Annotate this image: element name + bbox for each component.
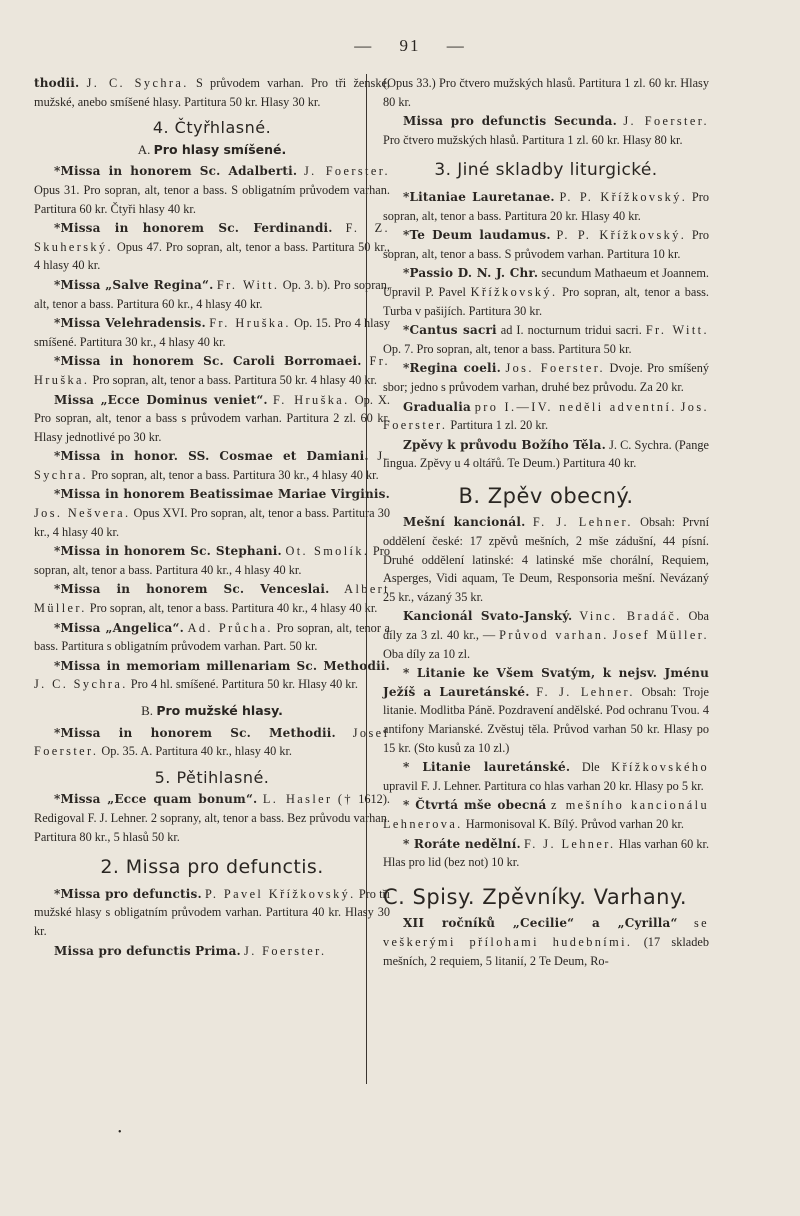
subsection-heading: A. Pro hlasy smíšené.: [137, 141, 287, 157]
catalog-entry: *Missa in honor. SS. Cosmae et Damiani. J. Sychra. Pro sopran, alt, tenor a bass. Partitura 30 kr., 4 hlasy 40 kr.: [34, 449, 391, 482]
catalog-entry: Kancionál Svato-Janský. Vinc. Bradáč. Oba díly za 3 zl. 40 kr., — Průvod varhan. Josef Müller. Oba díly za 10 zl.: [383, 609, 709, 661]
catalog-entry: * Roráte nedělní. F. J. Lehner. Hlas varhan 60 kr. Hlas pro lid (bez not) 10 kr.: [383, 836, 710, 870]
catalog-entry: *Missa pro defunctis. P. Pavel Křížkovský. Pro tři mužské hlasy s obligatním průvodem varhan. Partitura 40 kr. Hlasy 30 kr.: [34, 886, 391, 938]
catalog-entry: thodii. J. C. Sychra. S průvodem varhan. Pro tři ženské, mužské, anebo smíšené hlasy. Partitura 50 kr. Hlasy 30 kr.: [34, 76, 391, 109]
section-heading: B. Zpěv obecný.: [458, 483, 634, 508]
section-heading: 2. Missa pro defunctis.: [100, 856, 324, 879]
section-heading: 5. Pětihlasné.: [154, 767, 270, 787]
catalog-entry: Missa „Ecce Dominus veniet“. F. Hruška. Op. X. Pro sopran, alt, tenor a bass s průvodem varhan. Partitura 2 zl. 60 kr. Hlasy jednotlivé po 30 kr.: [34, 392, 390, 444]
catalog-entry: *Litaniae Lauretanae. P. P. Křížkovský. Pro sopran, alt, tenor a bass. Partitura 20 kr. Hlasy 40 kr.: [383, 189, 710, 223]
catalog-entry: Missa pro defunctis Prima. J. Foerster.: [54, 943, 327, 958]
catalog-entry: XII ročníků „Cecilie“ a „Cyrilla“ se veškerými přílohami hudebními. (17 skladeb mešních, 2 requiem, 5 litanií, 2 Te Deum, Ro-: [383, 916, 709, 968]
catalog-entry: *Missa in honorem Beatissimae Mariae Virginis. Jos. Nešvera. Opus XVI. Pro sopran, alt, tenor a bass. Partitura 30 kr., 4 hlasy 40 kr.: [34, 487, 390, 539]
catalog-entry: Zpěvy k průvodu Božího Těla. J. C. Sychra. (Pange lingua. Zpěvy u 4 oltářů. Te Deum.) Partitura 40 kr.: [383, 437, 709, 471]
catalog-entry: *Missa „Ecce quam bonum“. L. Hasler († 1612). Redigoval F. J. Lehner. 2 soprany, alt, tenor a bass. Bez průvodu varhan. Partitura 80 kr., 5 hlasů 50 kr.: [34, 792, 390, 844]
catalog-entry: *Missa in honorem Sc. Caroli Borromaei. Fr. Hruška. Pro sopran, alt, tenor a bass. Partitura 50 kr. 4 hlasy 40 kr.: [34, 354, 391, 387]
catalog-entry: *Missa in honorem Sc. Stephani. Ot. Smolík. Pro sopran, alt, tenor a bass. Partitura 40 kr., 4 hlasy 40 kr.: [34, 544, 390, 577]
catalog-entry: * Litanie ke Všem Svatým, k nejsv. Jménu Ježíš a Lauretánské. F. J. Lehner. Obsah: Troje litanie. Modlitba Páně. Pozdravení andělské. Pod ochranu Tvou. 4 antifony Marianské. Zvěstuj těla. Průvod varhan 50 kr. Hlasy po 15 kr. (Sto kusů za 10 zl.): [383, 666, 710, 755]
catalog-entry: *Missa Velehradensis. Fr. Hruška. Op. 15. Pro 4 hlasy smíšené. Partitura 30 kr., 4 hlasy 40 kr.: [34, 316, 390, 349]
catalog-entry: *Te Deum laudamus. P. P. Křížkovský. Pro sopran, alt, tenor a bass. S průvodem varhan. Partitura 10 kr.: [383, 228, 710, 261]
right-column: [383, 74, 709, 971]
catalog-entry: * Litanie lauretánské. Dle Křížkovského upravil F. J. Lehner. Partitura co hlas varhan 20 kr. Hlasy po 5 kr.: [383, 760, 709, 793]
ink-speck: •: [118, 1127, 122, 1138]
section-heading: C. Spisy. Zpěvníky. Varhany.: [383, 884, 688, 909]
catalog-entry: *Missa in honorem Sc. Adalberti. J. Foerster. Opus 31. Pro sopran, alt, tenor a bass. S obligatním průvodem varhan. Partitura 60 kr. Čtyři hlasy 40 kr.: [34, 164, 390, 216]
catalog-entry: * Čtvrtá mše obecná z mešního kancionálu Lehnerova. Harmonisoval K. Bílý. Průvod varhan 20 kr.: [383, 798, 709, 831]
catalog-entry: *Missa in memoriam millenariam Sc. Methodii. J. C. Sychra. Pro 4 hl. smíšené. Partitura 50 kr. Hlasy 40 kr.: [34, 658, 390, 692]
catalog-entry: *Cantus sacri ad I. nocturnum tridui sacri. Fr. Witt. Op. 7. Pro sopran, alt, tenor a bass. Partitura 50 kr.: [383, 323, 709, 356]
catalog-entry: *Missa „Angelica“. Ad. Průcha. Pro sopran, alt, tenor a bass. Partitura s obligatním průvodem varhan. Part. 50 kr.: [34, 620, 390, 654]
left-column: [34, 74, 390, 961]
catalog-entry: Gradualia pro I.—IV. neděli adventní. Jos. Foerster. Partitura 1 zl. 20 kr.: [383, 399, 709, 433]
page-number: — 91 —: [354, 36, 466, 55]
catalog-entry: *Missa in honorem Sc. Venceslai. Albert Müller. Pro sopran, alt, tenor a bass. Partitura 40 kr., 4 hlasy 40 kr.: [34, 582, 390, 616]
section-heading: 3. Jiné skladby liturgické.: [434, 160, 658, 181]
section-heading: 4. Čtyřhlasné.: [152, 118, 272, 138]
catalog-entry: *Missa in honorem Sc. Methodii. Josef Foerster. Op. 35. A. Partitura 40 kr., hlasy 40 kr.: [34, 725, 390, 759]
catalog-entry: *Regina coeli. Jos. Foerster. Dvoje. Pro smíšený sbor; jedno s průvodem varhan, druhé bez průvodu. Za 20 kr.: [383, 361, 709, 394]
catalog-entry: *Missa „Salve Regina“. Fr. Witt. Op. 3. b). Pro sopran, alt, tenor a bass. Partitura 60 kr., 4 hlasy 40 kr.: [34, 277, 390, 311]
subsection-heading: B. Pro mužské hlasy.: [141, 703, 283, 718]
catalog-entry: *Missa in honorem Sc. Ferdinandi. F. Z. Skuherský. Opus 47. Pro sopran, alt, tenor a bass. Partitura 50 kr., 4 hlasy 40 kr.: [34, 221, 391, 273]
catalog-entry: *Passio D. N. J. Chr. secundum Mathaeum et Joannem. Upravil P. Pavel Křížkovský. Pro sopran, alt, tenor a bass. Turba v pašijích. Partitura 30 kr.: [383, 266, 709, 318]
catalog-entry: Missa pro defunctis Secunda. J. Foerster. Pro čtvero mužských hlasů. Partitura 1 zl. 60 kr. Hlasy 80 kr.: [383, 114, 709, 147]
catalog-entry: (Opus 33.) Pro čtvero mužských hlasů. Partitura 1 zl. 60 kr. Hlasy 80 kr.: [383, 76, 709, 109]
catalog-entry: Mešní kancionál. F. J. Lehner. Obsah: První oddělení české: 17 zpěvů mešních, 2 mše zádušní, 44 písní. Druhé oddělení latinské: 4 latinské mše chorální, Requiem, Asperges, Vidi aquam, Te Deum, Responsoria mešní. Nevázaný 25 kr., vázaný 35 kr.: [383, 515, 709, 604]
